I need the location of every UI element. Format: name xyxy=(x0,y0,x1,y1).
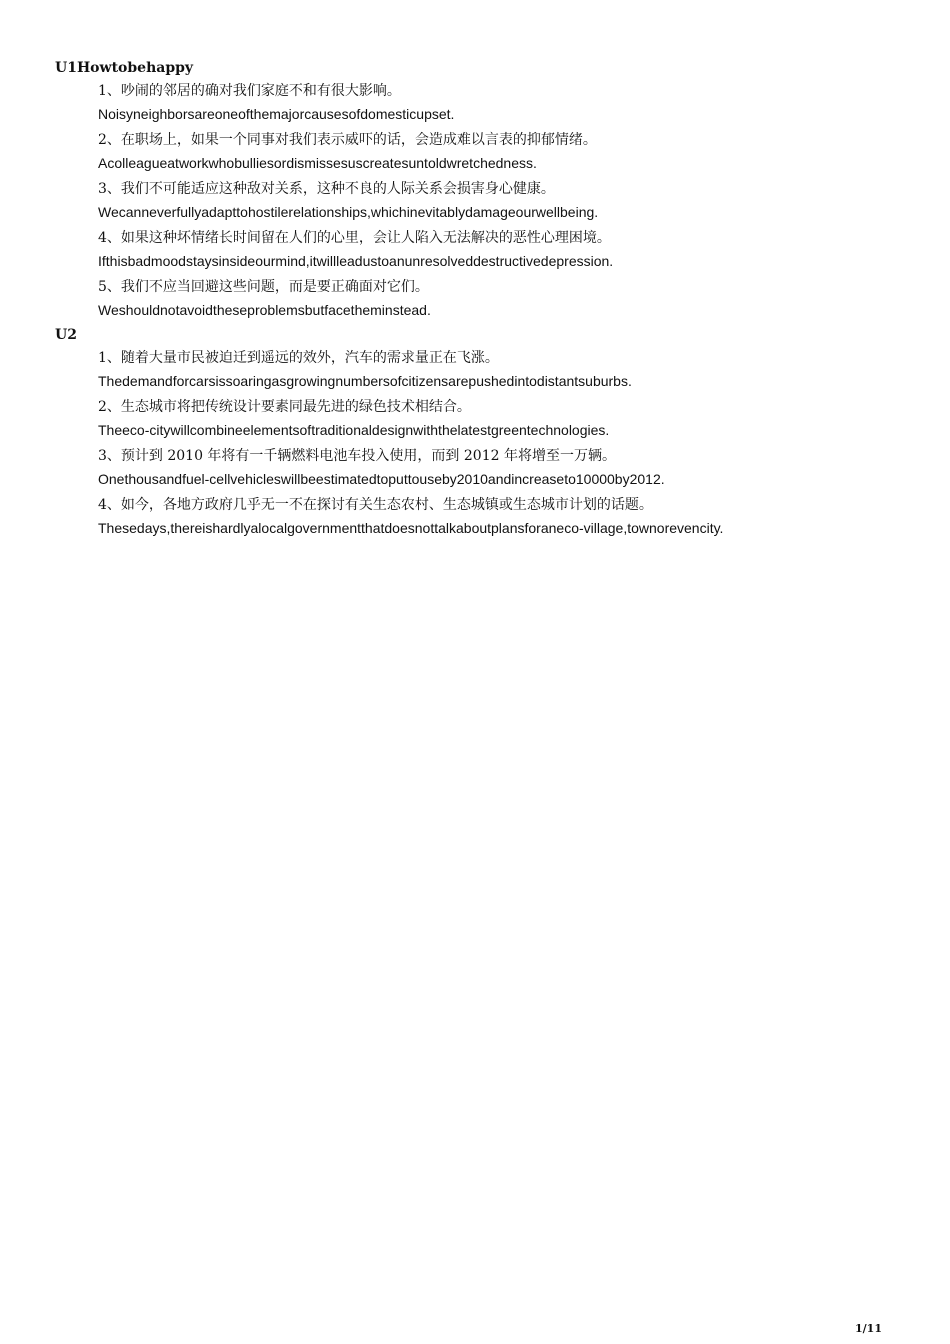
unit-section-1 xyxy=(55,58,915,322)
sentence-pair xyxy=(98,443,915,491)
sentence-pair xyxy=(98,345,915,393)
chinese-sentence: 1、随着大量市民被迫迁到遥远的效外，汽车的需求量正在飞涨。 xyxy=(98,350,499,366)
sentence-pair xyxy=(98,492,915,540)
english-sentence: Thesedays,thereishardlyalocalgovernmentthatdoesnottalkaboutplansforaneco-village,townorevencity. xyxy=(98,520,724,536)
sentence-list xyxy=(55,78,915,322)
document-content xyxy=(55,58,915,541)
sentence-pair xyxy=(98,176,915,224)
sentence-pair xyxy=(98,127,915,175)
english-sentence: Wecanneverfullyadapttohostilerelationships,whichinevitablydamageourwellbeing. xyxy=(98,204,599,220)
unit-heading: U1Howtobehappy xyxy=(55,60,194,76)
chinese-sentence: 3、预计到 2010 年将有一千辆燃料电池车投入使用，而到 2012 年将增至一万辆。 xyxy=(98,448,616,464)
english-sentence: Theeco-citywillcombineelementsoftraditionaldesignwiththelatestgreentechnologies. xyxy=(98,422,610,438)
unit-heading: U2 xyxy=(55,327,77,343)
english-sentence: Noisyneighborsareoneofthemajorcausesofdomesticupset. xyxy=(98,106,455,122)
sentence-list xyxy=(55,345,915,540)
chinese-sentence: 2、生态城市将把传统设计要素同最先进的绿色技术相结合。 xyxy=(98,399,471,415)
english-sentence: Acolleagueatworkwhobulliesordismissesuscreatesuntoldwretchedness. xyxy=(98,155,537,171)
chinese-sentence: 1、吵闹的邻居的确对我们家庭不和有很大影响。 xyxy=(98,83,401,99)
english-sentence: Weshouldnotavoidtheseproblemsbutfacetheminstead. xyxy=(98,302,431,318)
english-sentence: Onethousandfuel-cellvehicleswillbeestimatedtoputtouseby2010andincreaseto10000by2012. xyxy=(98,471,665,487)
page-number: 1/11 xyxy=(855,1322,882,1335)
sentence-pair xyxy=(98,274,915,322)
sentence-pair xyxy=(98,78,915,126)
chinese-sentence: 5、我们不应当回避这些问题，而是要正确面对它们。 xyxy=(98,279,429,295)
unit-section-2 xyxy=(55,325,915,540)
chinese-sentence: 4、如果这种坏情绪长时间留在人们的心里，会让人陷入无法解决的恶性心理困境。 xyxy=(98,230,611,246)
sentence-pair xyxy=(98,225,915,273)
sentence-pair xyxy=(98,394,915,442)
chinese-sentence: 4、如今，各地方政府几乎无一不在探讨有关生态农村、生态城镇或生态城市计划的话题。 xyxy=(98,497,653,513)
chinese-sentence: 2、在职场上，如果一个同事对我们表示威吓的话，会造成难以言表的抑郁情绪。 xyxy=(98,132,597,148)
english-sentence: Ifthisbadmoodstaysinsideourmind,itwillleadustoanunresolveddestructivedepression. xyxy=(98,253,614,269)
english-sentence: Thedemandforcarsissoaringasgrowingnumbersofcitizensarepushedintodistantsuburbs. xyxy=(98,373,632,389)
chinese-sentence: 3、我们不可能适应这种敌对关系，这种不良的人际关系会损害身心健康。 xyxy=(98,181,555,197)
